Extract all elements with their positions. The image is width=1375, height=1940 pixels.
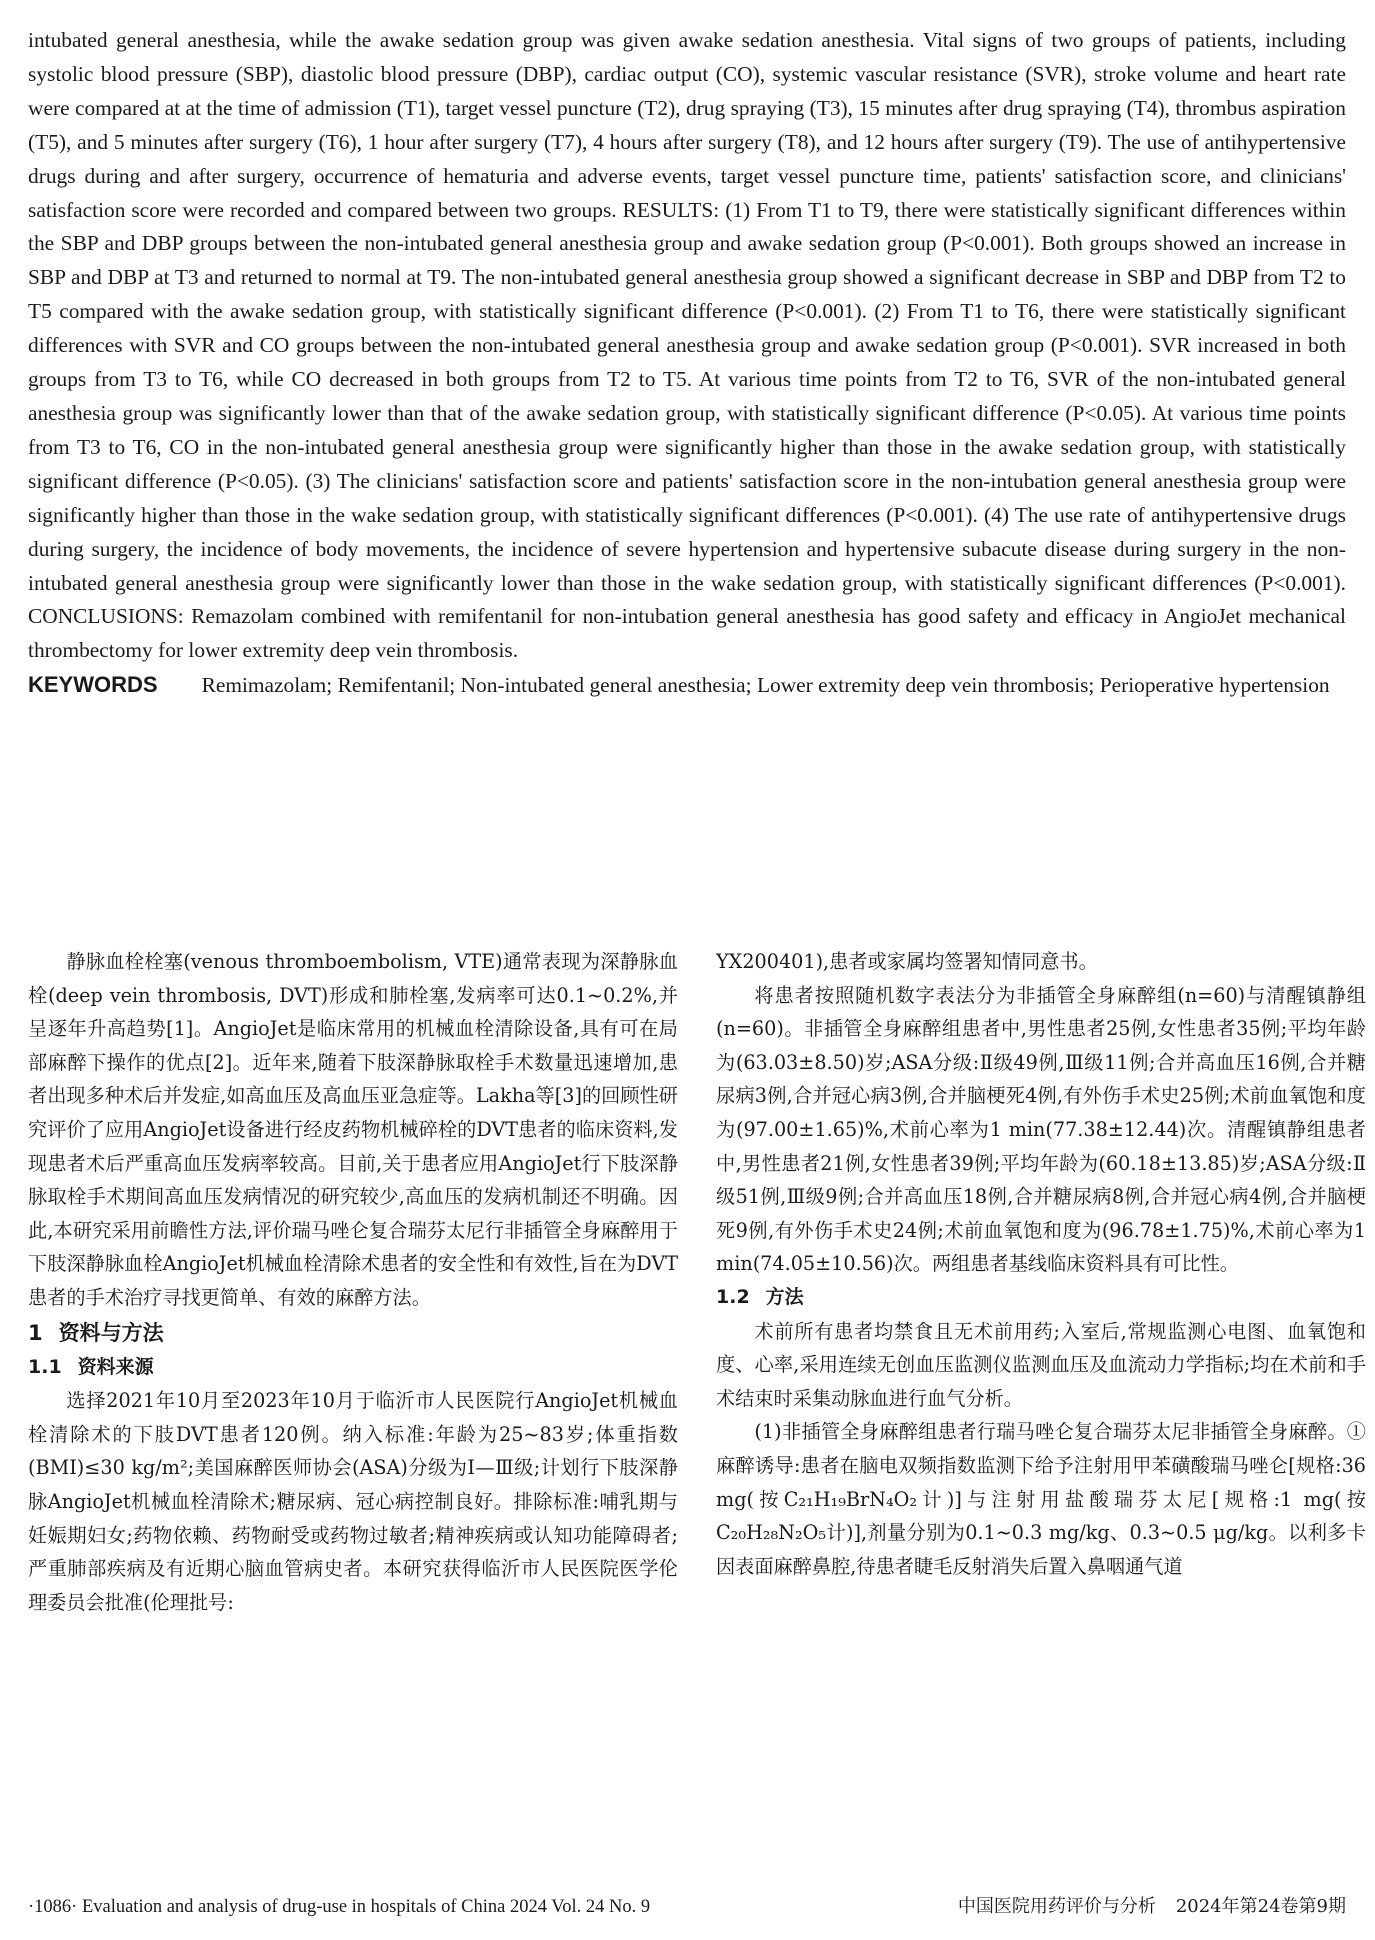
continued-paragraph: YX200401),患者或家属均签署知情同意书。 [716,950,1098,973]
intro-paragraph: 静脉血栓栓塞(venous thromboembolism, VTE)通常表现为深静脉血栓(deep vein thrombosis, DVT)形成和肺栓塞,发病率可达0.1~0.2%,并呈逐年升高趋势[1]。AngioJet是临床常用的机械血栓清除设备,具有可在局部麻醉下操作的优点[2]。近年来,随着下肢深静脉取栓手术数量迅速增加,患者出现多种术后并发症,如高血压及高血压亚急症等。Lakha等[3]的回顾性研究评价了应用AngioJet设备进行经皮药物机械碎栓的DVT患者的临床资料,发现患者术后严重高血压发病率较高。目前,关于患者应用AngioJet行下肢深静脉取栓手术期间高血压发病情况的研究较少,高血压的发病机制还不明确。因此,本研究采用前瞻性方法,评价瑞马唑仑复合瑞芬太尼行非插管全身麻醉用于下肢深静脉血栓AngioJet机械血栓清除术患者的安全性和有效性,旨在为DVT患者的手术治疗寻找更简单、有效的麻醉方法。 [28,950,678,1309]
abstract [28,24,1346,703]
subsection-heading-1-2 [716,1281,1366,1315]
keywords-text: Remimazolam; Remifentanil; Non-intubated general anesthesia; Lower extremity deep vein thrombosis; Perioperative hypertension [201,673,1330,698]
abstract-text: intubated general anesthesia, while the awake sedation group was given awake sedation anesthesia. Vital signs of two groups of patients, including systolic blood pressure (SBP), diastolic blood pressure (DBP), cardiac output (CO), systemic vascular resistance (SVR), stroke volume and heart rate were compared at at the time of admission (T1), target vessel puncture (T2), drug spraying (T3), 15 minutes after drug spraying (T4), thrombus aspiration (T5), and 5 minutes after surgery (T6), 1 hour after surgery (T7), 4 hours after surgery (T8), and 12 hours after surgery (T9). The use of antihypertensive drugs during and after surgery, occurrence of hematuria and adverse events, target vessel puncture time, patients' satisfaction score, and clinicians' satisfaction score were recorded and compared between two groups. RESULTS: (1) From T1 to T9, there were statistically significant differences within the SBP and DBP groups between the non-intubated general anesthesia group and awake sedation group (P<0.001). Both groups showed an increase in SBP and DBP at T3 and returned to normal at T9. The non-intubated general anesthesia group showed a significant decrease in SBP and DBP from T2 to T5 compared with the awake sedation group, with statistically significant difference (P<0.001). (2) From T1 to T6, there were statistically significant differences with SVR and CO groups between the non-intubated general anesthesia group and awake sedation group (P<0.001). SVR increased in both groups from T3 to T6, while CO decreased in both groups from T2 to T5. At various time points from T2 to T6, SVR of the non-intubated general anesthesia group was significantly lower than that of the awake sedation group, with statistically significant difference (P<0.05). At various time points from T3 to T6, CO in the non-intubated general anesthesia group were significantly higher than those in the awake sedation group, with statistically significant difference (P<0.05). (3) The clinicians' satisfaction score and patients' satisfaction score in the non-intubation general anesthesia group were significantly higher than those in the wake sedation group, with statistically significant differences (P<0.001). (4) The use rate of antihypertensive drugs during surgery, the incidence of body movements, the incidence of severe hypertension and hypertensive subacute disease during surgery in the non-intubated general anesthesia group were significantly lower than those in the wake sedation group, with statistically significant differences (P<0.001). CONCLUSIONS: Remazolam combined with remifentanil for non-intubation general anesthesia has good safety and efficacy in AngioJet mechanical thrombectomy for lower extremity deep vein thrombosis. [28,28,1346,663]
left-column [28,945,678,1619]
section-heading-1 [28,1315,678,1351]
subsection-title: 方法 [765,1285,804,1308]
section-title: 资料与方法 [58,1320,164,1345]
footer-right [958,1892,1346,1922]
subsection-number: 1.1 [28,1355,62,1378]
subsection-number: 1.2 [716,1285,750,1308]
right-column [716,945,1366,1583]
footer-left: ·1086· Evaluation and analysis of drug-use in hospitals of China 2024 Vol. 24 No. 9 [28,1897,651,1917]
page-footer [28,1892,1346,1922]
footer-issue: 2024年第24卷第9期 [1175,1896,1346,1917]
group1-paragraph: (1)非插管全身麻醉组患者行瑞马唑仑复合瑞芬太尼非插管全身麻醉。①麻醉诱导:患者在脑电双频指数监测下给予注射用甲苯磺酸瑞马唑仑[规格:36 mg(按C₂₁H₁₉BrN₄O₂计)]与注射用盐酸瑞芬太尼[规格:1 mg(按C₂₀H₂₈N₂O₅计)],剂量分别为0.1~0.3 mg/kg、0.3~0.5 μg/kg。以利多卡因表面麻醉鼻腔,待患者睫毛反射消失后置入鼻咽通气道 [716,1420,1366,1578]
source-paragraph: 选择2021年10月至2023年10月于临沂市人民医院行AngioJet机械血栓清除术的下肢DVT患者120例。纳入标准:年龄为25~83岁;体重指数(BMI)≤30 kg/m²;美国麻醉医师协会(ASA)分级为Ⅰ—Ⅲ级;计划行下肢深静脉AngioJet机械血栓清除术;糖尿病、冠心病控制良好。排除标准:哺乳期与妊娠期妇女;药物依赖、药物耐受或药物过敏者;精神疾病或认知功能障碍者;严重肺部疾病及有近期心脑血管病史者。本研究获得临沂市人民医院医学伦理委员会批准(伦理批号: [28,1389,678,1614]
section-number: 1 [28,1320,43,1345]
footer-journal: 中国医院用药评价与分析 [957,1896,1156,1917]
method-paragraph: 术前所有患者均禁食且无术前用药;入室后,常规监测心电图、血氧饱和度、心率,采用连续无创血压监测仪监测血压及血流动力学指标;均在术前和手术结束时采集动脉血进行血气分析。 [716,1319,1366,1410]
groups-paragraph: 将患者按照随机数字表法分为非插管全身麻醉组(n=60)与清醒镇静组(n=60)。非插管全身麻醉组患者中,男性患者25例,女性患者35例;平均年龄为(63.03±8.50)岁;ASA分级:Ⅱ级49例,Ⅲ级11例;合并高血压16例,合并糖尿病3例,合并冠心病3例,合并脑梗死4例,有外伤手术史25例;术前血氧饱和度为(97.00±1.65)%,术前心率为1 min(77.38±12.44)次。清醒镇静组患者中,男性患者21例,女性患者39例;平均年龄为(60.18±13.85)岁;ASA分级:Ⅱ级51例,Ⅲ级9例;合并高血压18例,合并糖尿病8例,合并冠心病4例,合并脑梗死9例,有外伤手术史24例;术前血氧饱和度为(96.78±1.75)%,术前心率为1 min(74.05±10.56)次。两组患者基线临床资料具有可比性。 [716,983,1366,1276]
keywords-label: KEYWORDS [28,672,158,698]
subsection-heading-1-1 [28,1351,678,1385]
keywords-line [28,668,1346,703]
subsection-title: 资料来源 [77,1355,154,1378]
